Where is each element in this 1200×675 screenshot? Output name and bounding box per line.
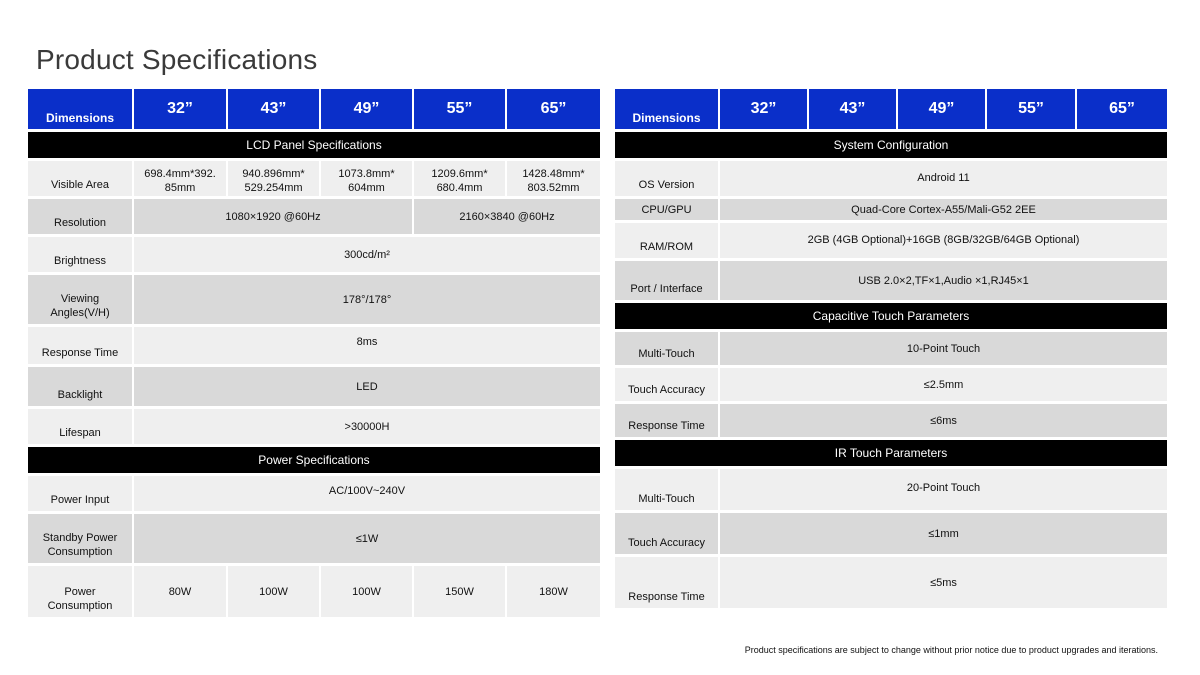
ir-touch-accuracy-label: Touch Accuracy [615,513,720,557]
power-consumption-49: 100W [321,566,414,620]
viewing-angles-label: Viewing Angles(V/H) [28,275,134,327]
cap-touch-accuracy-value: ≤2.5mm [720,368,1167,404]
power-consumption-55: 150W [414,566,507,620]
cap-multi-touch-label: Multi-Touch [615,332,720,368]
port-interface-label: Port / Interface [615,261,720,303]
power-consumption-65: 180W [507,566,600,620]
size-32: 32” [720,89,809,132]
visible-area-32: 698.4mm*392. 85mm [134,161,228,199]
system-section-title: System Configuration [615,132,1167,161]
resolution-label: Resolution [28,199,134,237]
size-65: 65” [1077,89,1167,132]
dimensions-label: Dimensions [615,89,720,132]
power-section-title: Power Specifications [28,447,600,476]
visible-area-43: 940.896mm* 529.254mm [228,161,321,199]
resolution-value-uhd: 2160×3840 @60Hz [414,199,600,237]
brightness-label: Brightness [28,237,134,275]
cpu-gpu-label: CPU/GPU [615,199,720,223]
ir-response-time-label: Response Time [615,557,720,611]
dimensions-header-row [615,89,1167,132]
viewing-angles-value: 178°/178° [134,275,600,327]
visible-area-55: 1209.6mm* 680.4mm [414,161,507,199]
cap-response-time-label: Response Time [615,404,720,440]
cap-touch-accuracy-label: Touch Accuracy [615,368,720,404]
cap-response-time-value: ≤6ms [720,404,1167,440]
lifespan-value: >30000H [134,409,600,447]
size-32: 32” [134,89,228,132]
lcd-section-title: LCD Panel Specifications [28,132,600,161]
footnote: Product specifications are subject to change without prior notice due to product upgrades and iterations. [744,645,1158,655]
standby-power-label: Standby Power Consumption [28,514,134,566]
ir-multi-touch-label: Multi-Touch [615,469,720,513]
size-43: 43” [809,89,898,132]
power-consumption-label: Power Consumption [28,566,134,620]
size-43: 43” [228,89,321,132]
ir-multi-touch-value: 20-Point Touch [720,469,1167,513]
visible-area-65: 1428.48mm* 803.52mm [507,161,600,199]
ir-touch-accuracy-value: ≤1mm [720,513,1167,557]
lifespan-label: Lifespan [28,409,134,447]
right-spec-table [615,89,1167,611]
ir-response-time-value: ≤5ms [720,557,1167,611]
ram-rom-label: RAM/ROM [615,223,720,261]
backlight-label: Backlight [28,367,134,409]
power-consumption-43: 100W [228,566,321,620]
visible-area-label: Visible Area [28,161,134,199]
left-spec-table [28,89,600,620]
size-55: 55” [987,89,1077,132]
os-version-label: OS Version [615,161,720,199]
size-49: 49” [898,89,987,132]
power-input-label: Power Input [28,476,134,514]
cpu-gpu-value: Quad-Core Cortex-A55/Mali-G52 2EE [720,199,1167,223]
response-time-value: 8ms [134,327,600,367]
cap-multi-touch-value: 10-Point Touch [720,332,1167,368]
visible-area-49: 1073.8mm* 604mm [321,161,414,199]
os-version-value: Android 11 [720,161,1167,199]
standby-power-value: ≤1W [134,514,600,566]
size-55: 55” [414,89,507,132]
brightness-value: 300cd/m² [134,237,600,275]
page-title: Product Specifications [36,44,318,75]
dimensions-label: Dimensions [28,89,134,132]
dimensions-header-row [28,89,600,132]
capacitive-section-title: Capacitive Touch Parameters [615,303,1167,332]
response-time-label: Response Time [28,327,134,367]
size-49: 49” [321,89,414,132]
backlight-value: LED [134,367,600,409]
ram-rom-value: 2GB (4GB Optional)+16GB (8GB/32GB/64GB Optional) [720,223,1167,261]
resolution-value-fhd: 1080×1920 @60Hz [134,199,414,237]
power-consumption-32: 80W [134,566,228,620]
ir-section-title: IR Touch Parameters [615,440,1167,469]
power-input-value: AC/100V~240V [134,476,600,514]
port-interface-value: USB 2.0×2,TF×1,Audio ×1,RJ45×1 [720,261,1167,303]
size-65: 65” [507,89,600,132]
